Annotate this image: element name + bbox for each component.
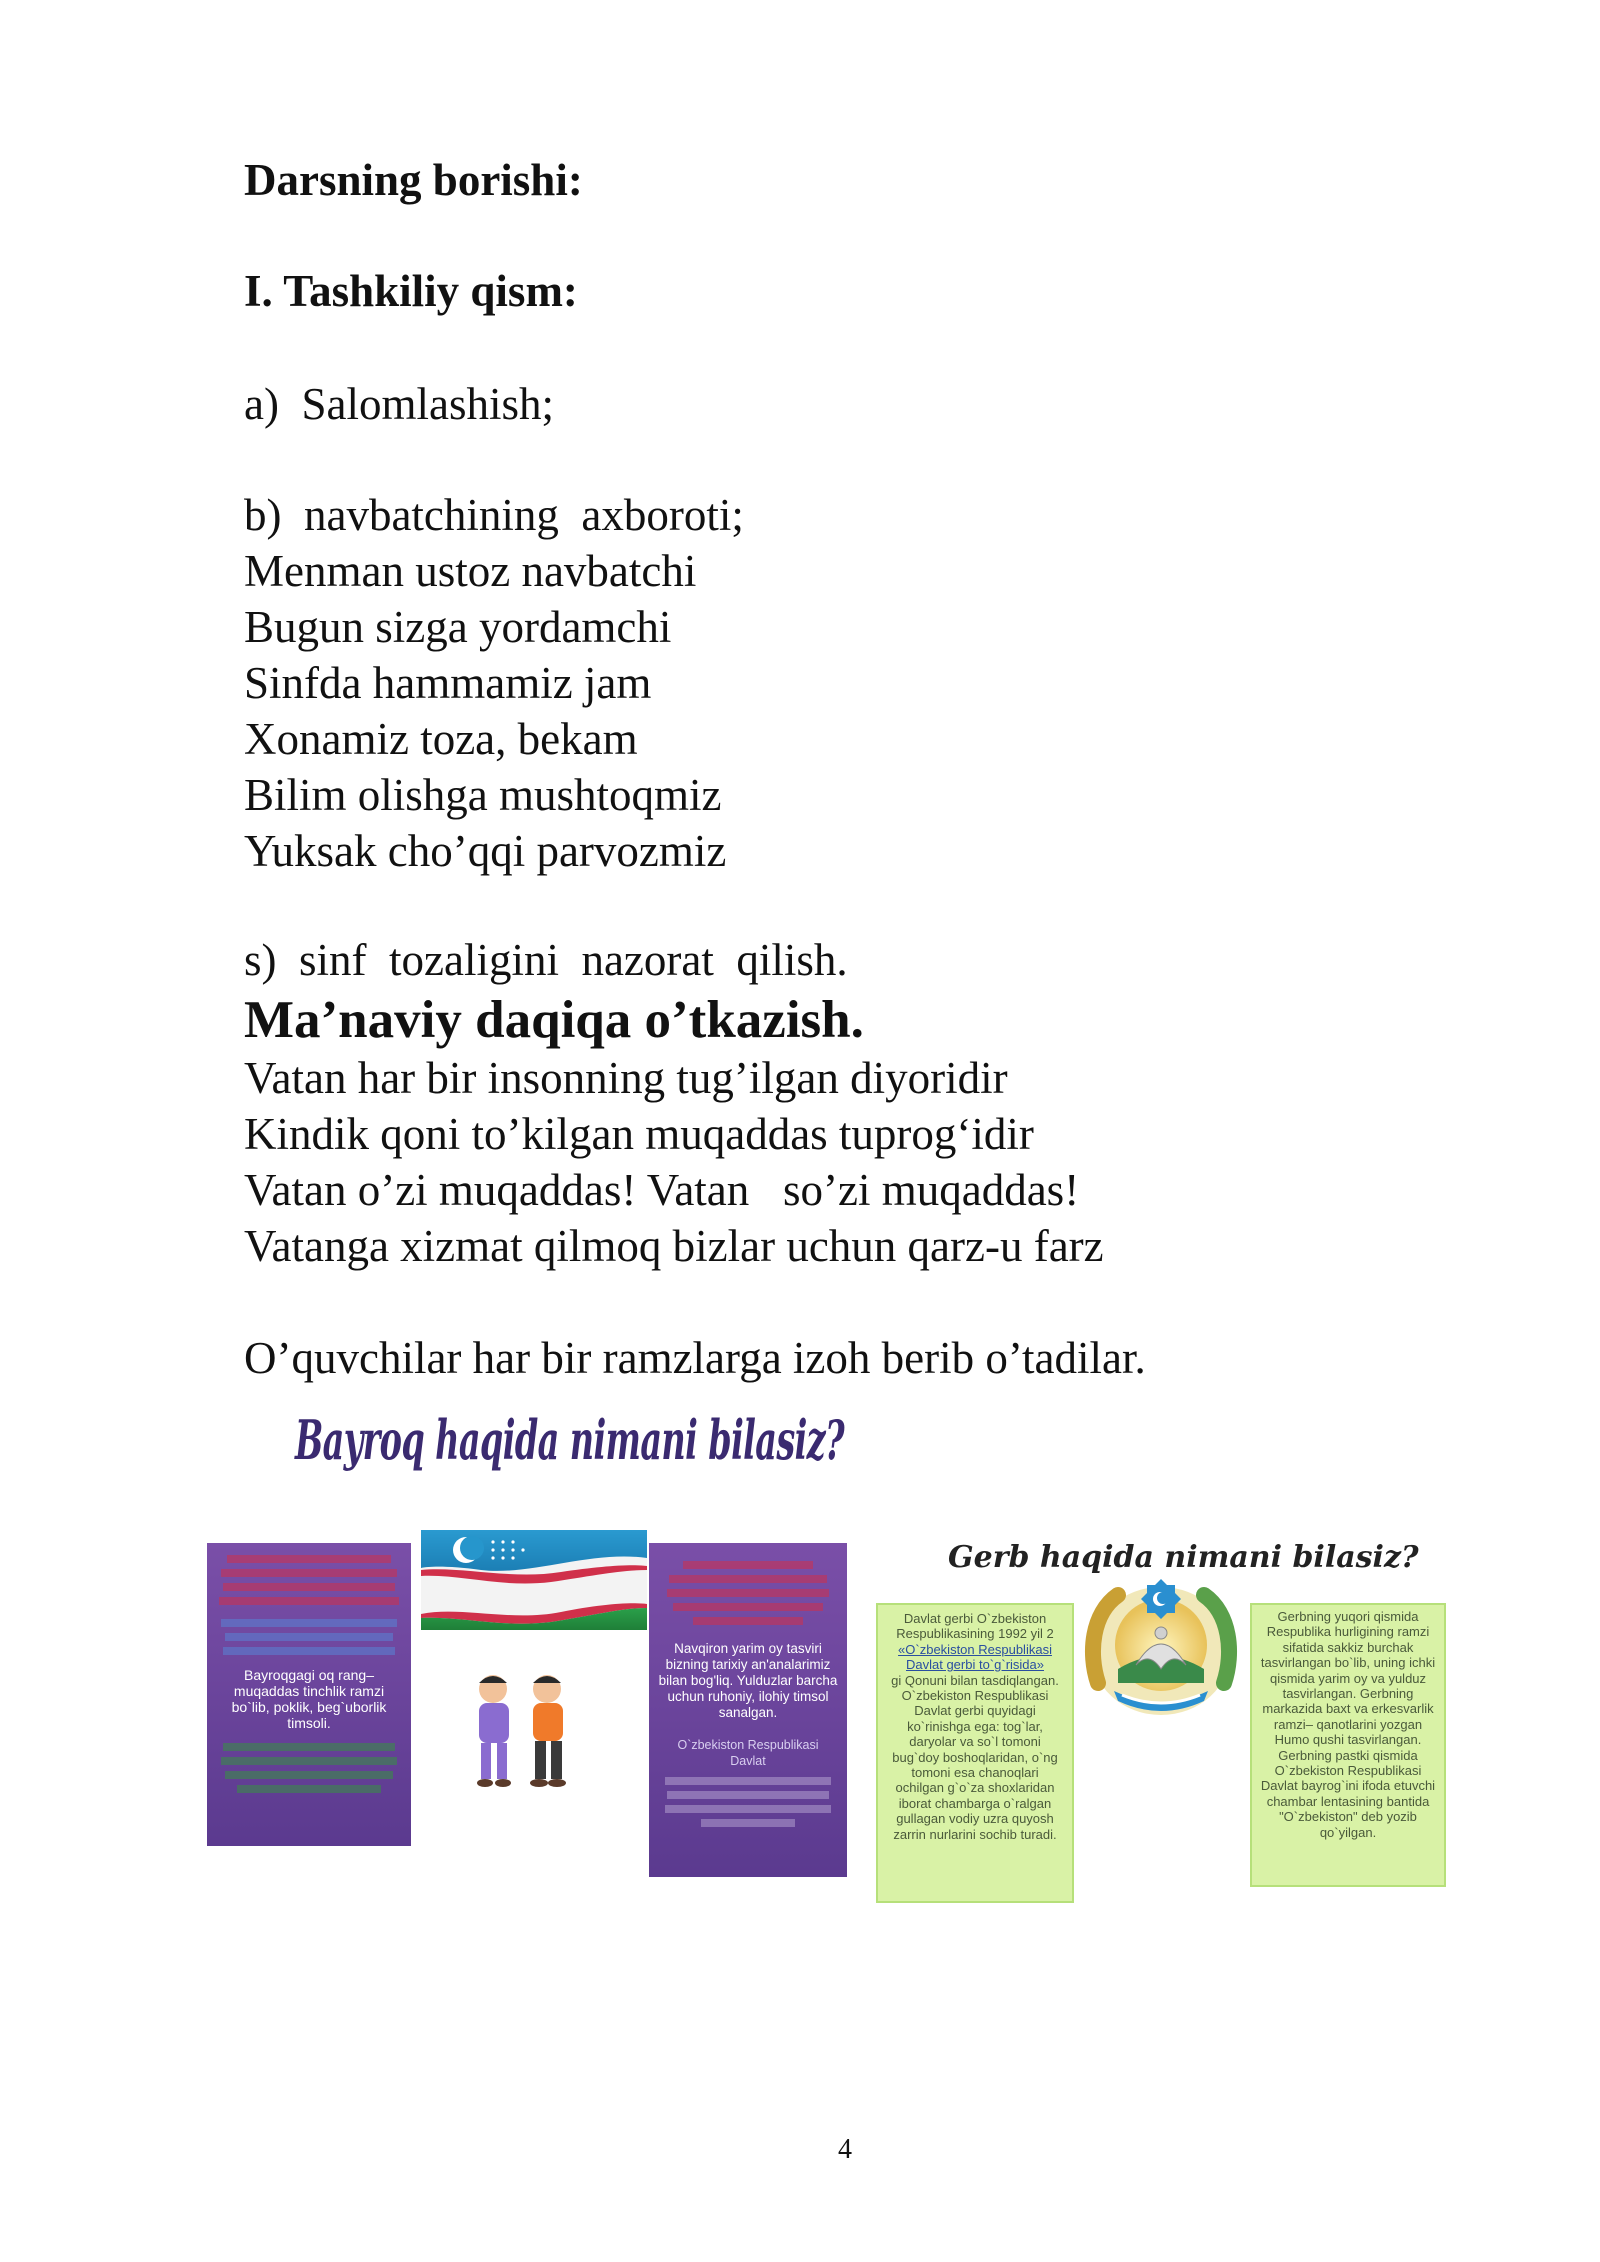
poem-line: Vatanga xizmat qilmoq bizlar uchun qarz-u farz (244, 1221, 1104, 1271)
flag-crescent-text: Navqiron yarim oy tasviri bizning tarixiy an'analarimiz bilan bog'liq. Yulduzlar barcha uchun ruhoniy, ilohiy timsol sanalgan. (658, 1641, 838, 1720)
emblem-info-panel-left (876, 1603, 1074, 1903)
duty-poem (244, 543, 726, 879)
poem-line: Bugun sizga yordamchi (244, 602, 672, 652)
poem-line: Xonamiz toza, bekam (244, 714, 638, 764)
page-number: 4 (838, 2134, 852, 2165)
flag-title: Bayroq haqida nimani bilasiz? (295, 1408, 845, 1472)
emblem-law-link[interactable]: «O`zbekiston Respublikasi Davlat gerbi to`g`risida» (898, 1641, 1052, 1673)
emblem-description-text: Gerbning yuqori qismida Respublika hurligining ramzi sifatida sakkiz burchak tasvirlangan bo`lib, uning ichki qismida yarim oy va yulduz tasvirlangan. Gerbning markazida baxt va erkesvarlik ramzi– qanotlarini yozgan Humo qushi tasvirlangan. Gerbning pastki qismida O`zbekiston Respublikasi Davlat bayrog`ini ifoda etuvchi chambar lentasining bantida "O`zbekiston" deb yozib qo`yilgan. (1260, 1609, 1436, 1840)
poem-line: Vatan o’zi muqaddas! Vatan so’zi muqaddas! (244, 1165, 1080, 1215)
flag-white-text: Bayroqgagi oq rang– muqaddas tinchlik ramzi bo`lib, poklik, beg`uborlik timsoli. (231, 1667, 387, 1731)
item-a: a) Salomlashish; (244, 379, 554, 429)
uzbekistan-emblem-image (1078, 1573, 1244, 1723)
poem-line: Kindik qoni to’kilgan muqaddas tuprog‘idir (244, 1109, 1034, 1159)
emblem-law-intro: Davlat gerbi O`zbekiston Respublikasining 1992 yil 2 (896, 1611, 1054, 1642)
poem-line: Menman ustoz navbatchi (244, 546, 697, 596)
item-b: b) navbatchining axboroti; (244, 490, 744, 540)
poem-line: Yuksak cho’qqi parvozmiz (244, 826, 727, 876)
course-heading: Darsning borishi: (244, 155, 583, 205)
emblem-info-panel-right (1250, 1603, 1446, 1887)
emblem-title: Gerb haqida nimani bilasiz? (948, 1540, 1419, 1575)
spiritual-heading: Ma’naviy daqiqa o’tkazish. (244, 991, 864, 1049)
students-line: O’quvchilar har bir ramzlarga izoh berib o’tadilar. (244, 1333, 1146, 1383)
part1-heading: I. Tashkiliy qism: (244, 266, 578, 316)
flag-info-panel-left (207, 1543, 411, 1846)
homeland-poem (244, 1050, 1104, 1274)
flag-info-panel-right (649, 1543, 847, 1877)
poem-line: Bilim olishga mushtoqmiz (244, 770, 722, 820)
poem-line: Vatan har bir insonning tug’ilgan diyoridir (244, 1053, 1008, 1103)
emblem-law-text: gi Qonuni bilan tasdiqlangan. O`zbekiston Respublikasi Davlat gerbi quyidagi ko`rinishga ega: tog`lar, daryolar va so`l tomoni bug`doy boshoqlaridan, o`ng tomoni esa chanoqlari ochilgan g`o`za shoxlaridan iborat chambarga o`ralgan gullagan vodiy uzra quyosh zarrin nurlarini sochib turadi. (891, 1672, 1059, 1842)
children-illustration (455, 1665, 585, 1795)
poem-line: Sinfda hammamiz jam (244, 658, 652, 708)
item-s: s) sinf tozaligini nazorat qilish. (244, 935, 848, 985)
flag-panel-footer: O`zbekiston Respublikasi Davlat (677, 1738, 819, 1768)
uzbekistan-flag-image (421, 1530, 647, 1630)
